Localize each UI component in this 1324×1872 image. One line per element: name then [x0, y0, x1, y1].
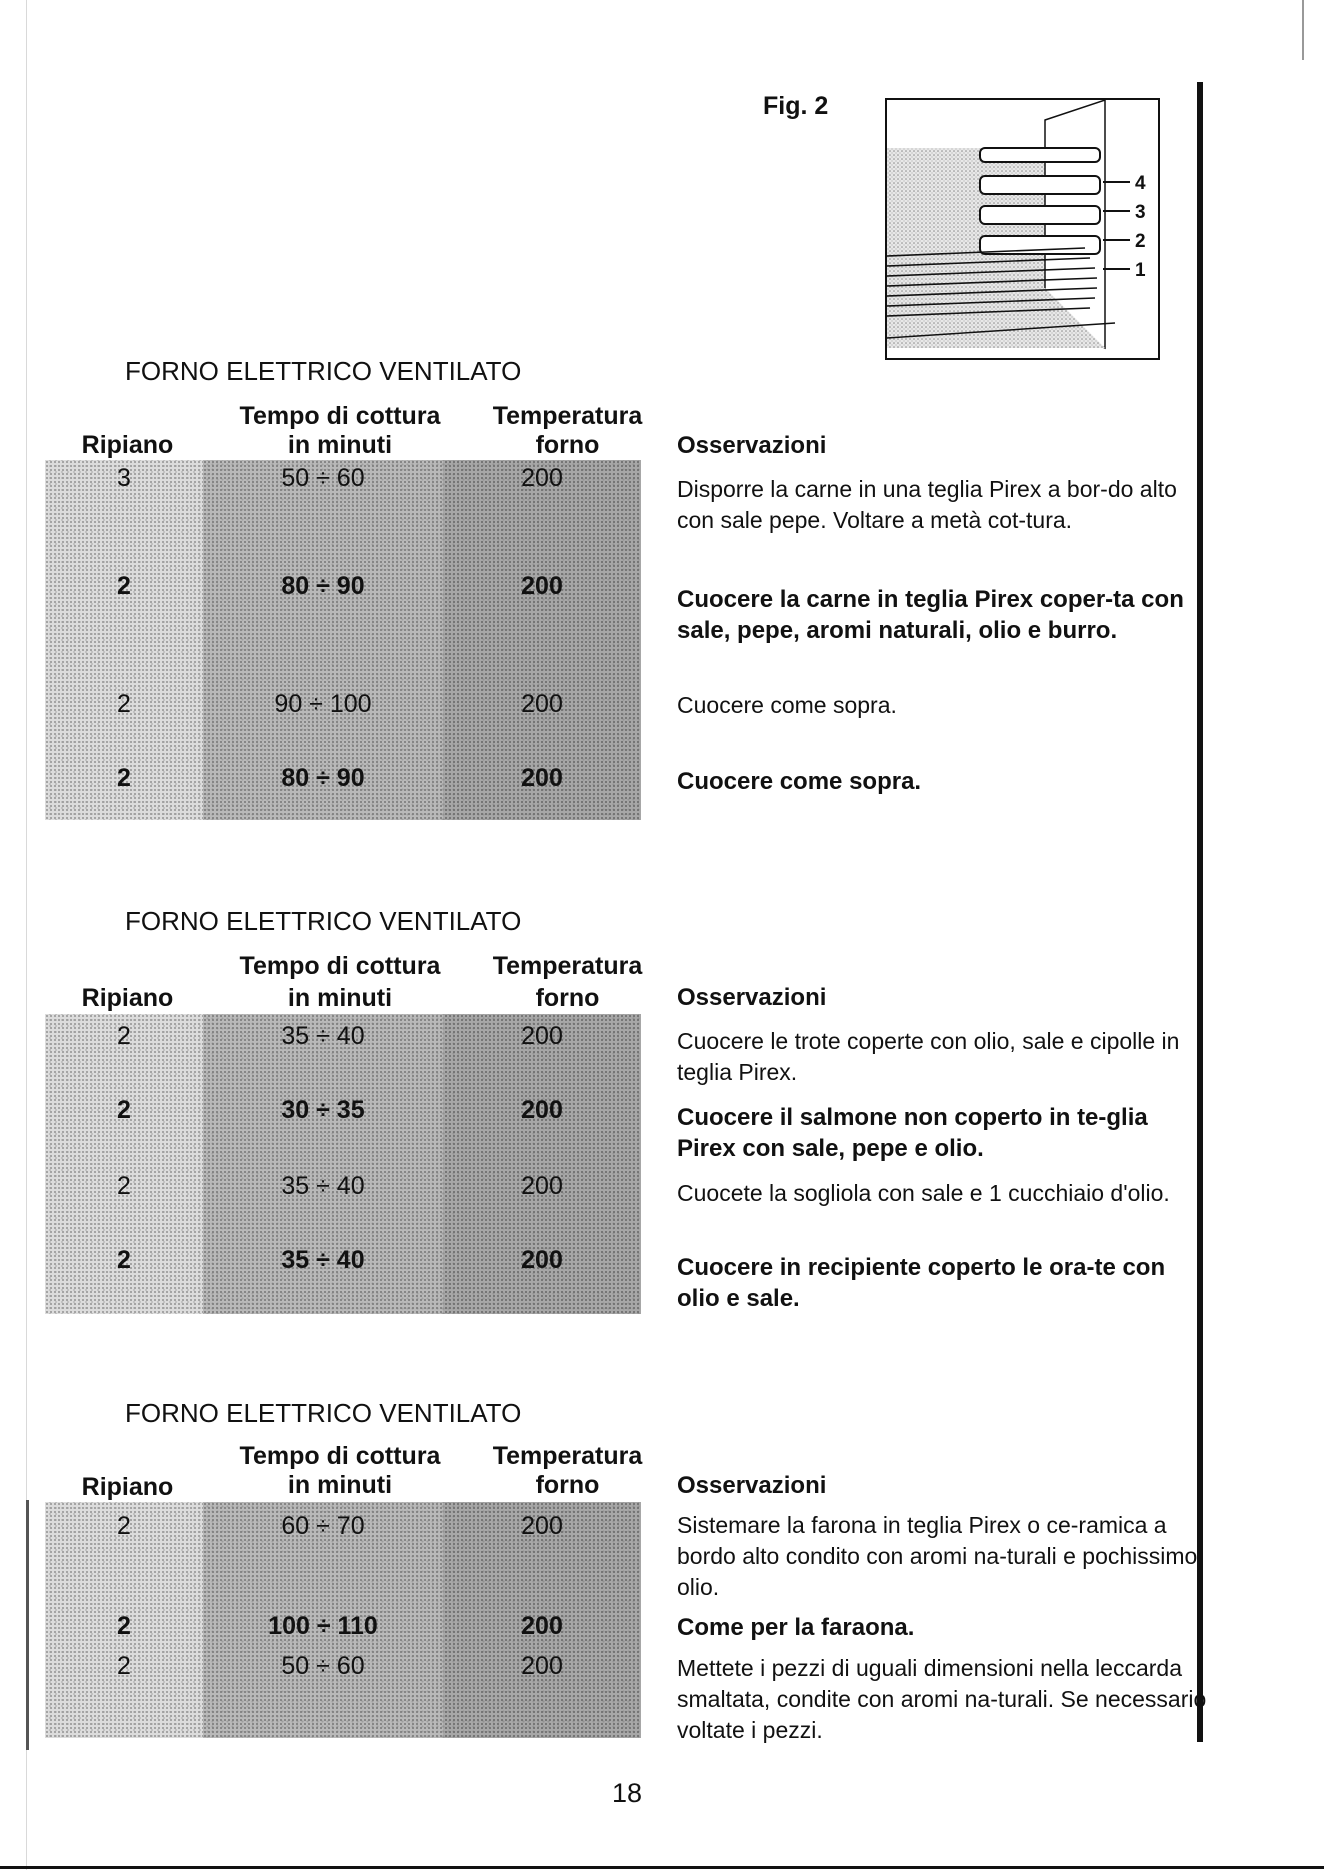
cell-tempo: 90 ÷ 100: [274, 690, 372, 718]
observation-note: Cuocere le trote coperte con olio, sale e cipolle in teglia Pirex.: [677, 1028, 1180, 1085]
shelf-guide-2: [980, 206, 1100, 224]
cell-temperatura: 200: [521, 1022, 563, 1050]
shelf-label-2: 2: [1135, 231, 1146, 252]
cell-tempo: 80 ÷ 90: [281, 764, 365, 792]
cell-ripiano: 2: [117, 1096, 131, 1124]
shelf-guide-4: [980, 148, 1100, 162]
observation-note: Cuocere la carne in teglia Pirex coper-ta con sale, pepe, aromi naturali, olio e burro.: [677, 586, 1184, 644]
cell-tempo: 80 ÷ 90: [281, 572, 365, 600]
observation-note: Cuocere come sopra.: [677, 692, 897, 718]
shelf-guide-3: [980, 176, 1100, 194]
cell-temperatura: 200: [521, 764, 563, 792]
header-tempo-2: in minuti: [287, 984, 393, 1012]
cell-ripiano: 2: [117, 1512, 131, 1540]
oven-shelf-diagram: [885, 98, 1161, 360]
cell-ripiano: 2: [117, 1612, 131, 1640]
page-edge-mark: [1302, 0, 1304, 60]
cell-ripiano: 2: [117, 764, 131, 792]
cell-ripiano: 3: [117, 464, 131, 492]
cell-tempo: 50 ÷ 60: [281, 1652, 365, 1680]
observation-note: Cuocere il salmone non coperto in te-glia Pirex con sale, pepe e olio.: [677, 1104, 1148, 1162]
cell-temperatura: 200: [521, 690, 563, 718]
cooking-table: [45, 1014, 641, 1314]
figure-label: Fig. 2: [763, 92, 829, 120]
observation-note: Cuocere come sopra.: [677, 768, 922, 795]
observation-note: Disporre la carne in una teglia Pirex a bor-do alto con sale pepe. Voltare a metà cot-tura.: [677, 476, 1177, 533]
cell-temperatura: 200: [521, 464, 563, 492]
header-tempo-1: Tempo di cottura: [239, 402, 441, 430]
cell-temperatura: 200: [521, 1172, 563, 1200]
header-ripiano: Ripiano: [81, 984, 174, 1012]
page-number: 18: [612, 1778, 643, 1808]
observation-note: Come per la faraona.: [677, 1614, 915, 1641]
shelf-label-3: 3: [1135, 202, 1146, 223]
header-temperatura-1: Temperatura: [492, 402, 643, 430]
header-tempo-2: in minuti: [287, 431, 393, 459]
cell-ripiano: 2: [117, 1246, 131, 1274]
page-right-rule: [1197, 82, 1203, 1742]
shelf-label-1: 1: [1135, 260, 1146, 281]
cooking-table: [45, 1502, 641, 1738]
page-left-binding-mark: [26, 1500, 29, 1750]
cell-temperatura: 200: [521, 1652, 563, 1680]
cell-tempo: 35 ÷ 40: [281, 1246, 365, 1274]
cell-temperatura: 200: [521, 1512, 563, 1540]
cooking-table: [45, 460, 641, 820]
section-title: FORNO ELETTRICO VENTILATO: [125, 1398, 522, 1428]
section-1: [40, 356, 1184, 836]
cell-temperatura: 200: [521, 1246, 563, 1274]
observation-note: Cuocere in recipiente coperto le ora-te con olio e sale.: [677, 1254, 1166, 1312]
section-3: [40, 1398, 1207, 1758]
observation-note: Mettete i pezzi di uguali dimensioni nella leccarda smaltata, condite con aromi na-turali. Se necessario voltate i pezzi.: [677, 1655, 1207, 1743]
section-title: FORNO ELETTRICO VENTILATO: [125, 356, 522, 386]
observation-note: Cuocete la sogliola con sale e 1 cucchiaio d'olio.: [677, 1180, 1170, 1206]
header-ripiano: Ripiano: [81, 1473, 174, 1501]
header-temperatura-1: Temperatura: [492, 952, 643, 980]
cell-temperatura: 200: [521, 1612, 563, 1640]
cell-ripiano: 2: [117, 1172, 131, 1200]
cell-ripiano: 2: [117, 690, 131, 718]
cell-tempo: 35 ÷ 40: [281, 1172, 365, 1200]
header-temperatura-1: Temperatura: [492, 1442, 643, 1470]
observations-title: Osservazioni: [677, 984, 827, 1011]
header-tempo-1: Tempo di cottura: [239, 952, 441, 980]
section-title: FORNO ELETTRICO VENTILATO: [125, 906, 522, 936]
cell-tempo: 35 ÷ 40: [281, 1022, 365, 1050]
header-tempo-2: in minuti: [287, 1471, 393, 1499]
cell-tempo: 50 ÷ 60: [281, 464, 365, 492]
cell-ripiano: 2: [117, 1022, 131, 1050]
cell-ripiano: 2: [117, 572, 131, 600]
cell-tempo: 100 ÷ 110: [268, 1612, 378, 1640]
page-bottom-edge: [0, 1866, 1324, 1869]
observations-title: Osservazioni: [677, 432, 827, 459]
cell-tempo: 30 ÷ 35: [281, 1096, 365, 1124]
section-2: [40, 906, 1180, 1326]
cell-ripiano: 2: [117, 1652, 131, 1680]
cell-temperatura: 200: [521, 572, 563, 600]
cell-temperatura: 200: [521, 1096, 563, 1124]
header-ripiano: Ripiano: [81, 431, 174, 459]
header-temperatura-2: forno: [535, 1471, 600, 1499]
observations-title: Osservazioni: [677, 1472, 827, 1499]
observation-note: Sistemare la farona in teglia Pirex o ce-ramica a bordo alto condito con aromi na-turali e pochissimo olio.: [677, 1512, 1198, 1600]
header-temperatura-2: forno: [535, 431, 600, 459]
cell-tempo: 60 ÷ 70: [281, 1512, 365, 1540]
header-tempo-1: Tempo di cottura: [239, 1442, 441, 1470]
header-temperatura-2: forno: [535, 984, 600, 1012]
shelf-label-4: 4: [1135, 173, 1146, 194]
